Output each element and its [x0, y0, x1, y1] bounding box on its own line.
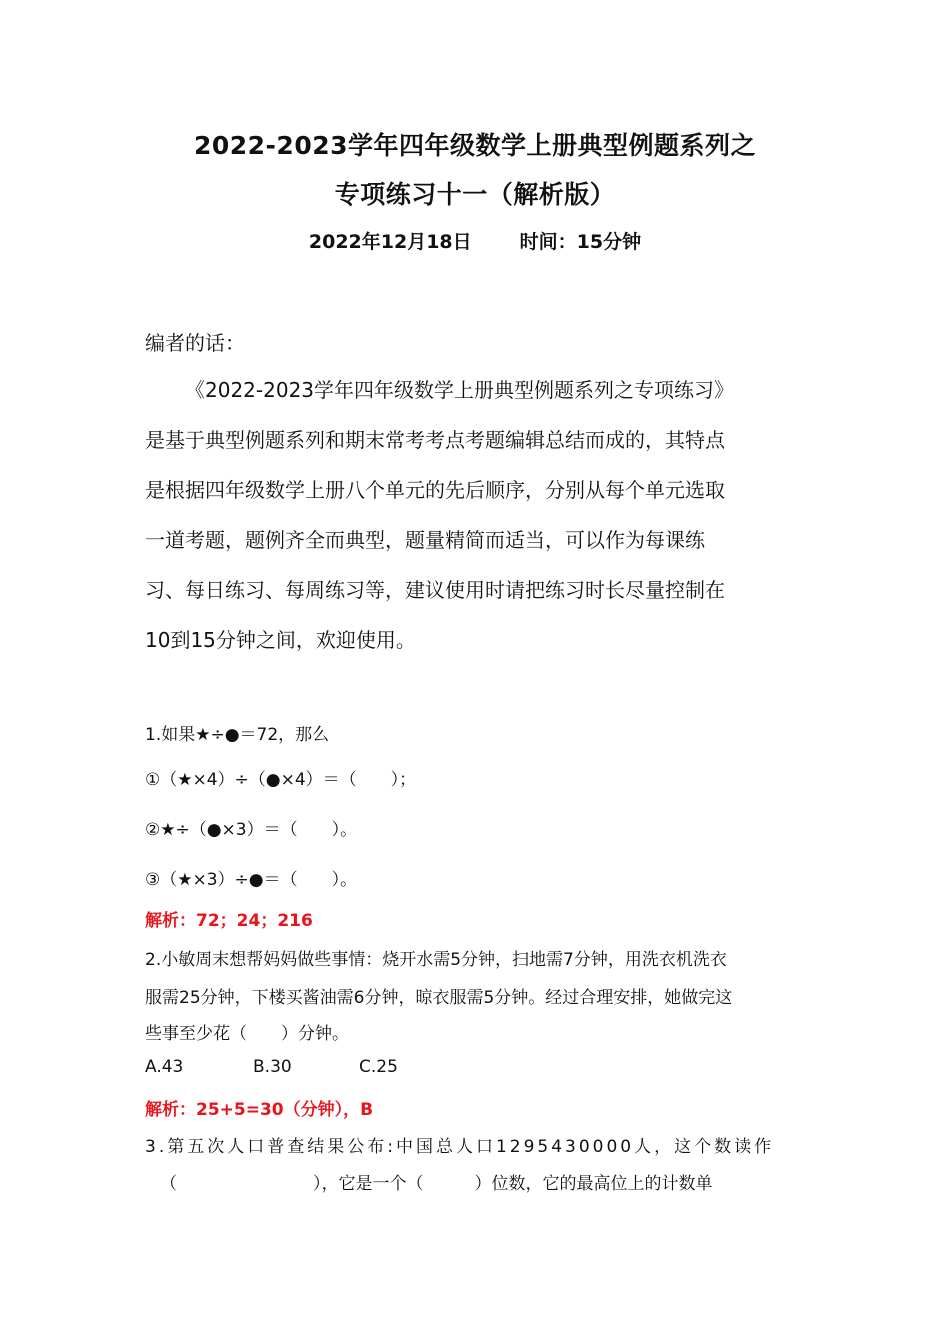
q1-stem: 1.如果★÷●＝72，那么 [145, 725, 330, 745]
intro-line: 一道考题，题例齐全而典型，题量精简而适当，可以作为每课练 [145, 528, 705, 552]
q1-sub-2: ②★÷（●×3）＝（ ）。 [145, 820, 358, 840]
intro-body [145, 365, 805, 665]
intro-line: 是根据四年级数学上册八个单元的先后顺序，分别从每个单元选取 [145, 478, 725, 502]
q2-line-2: 服需25分钟，下楼买酱油需6分钟，晾衣服需5分钟。经过合理安排，她做完这 [145, 988, 733, 1008]
doc-date: 2022年12月18日 [308, 231, 472, 253]
q2-option-a: A.43 [145, 1057, 184, 1077]
q1-sub-1: ①（★×4）÷（●×4）＝（ ）； [145, 770, 417, 790]
intro-line: 是基于典型例题系列和期末常考考点考题编辑总结而成的，其特点 [145, 428, 725, 452]
q2-option-b: B.30 [253, 1057, 292, 1077]
intro-heading: 编者的话： [145, 331, 245, 355]
doc-meta [0, 227, 950, 254]
doc-title-line-1: 2022-2023学年四年级数学上册典型例题系列之 [193, 131, 757, 160]
intro-line: 《2022-2023学年四年级数学上册典型例题系列之专项练习》 [185, 378, 735, 402]
q1-answer: 解析：72；24；216 [145, 911, 313, 931]
q1-sub-3: ③（★×3）÷●＝（ ）。 [145, 870, 358, 890]
q2-option-c: C.25 [359, 1057, 398, 1077]
doc-title-line-2: 专项练习十一（解析版） [334, 180, 616, 209]
q2-answer: 解析：25+5=30（分钟），B [145, 1100, 374, 1120]
intro-line: 习、每日练习、每周练习等，建议使用时请把练习时长尽量控制在 [145, 578, 725, 602]
q2-line-1: 2.小敏周末想帮妈妈做些事情：烧开水需5分钟，扫地需7分钟，用洗衣机洗衣 [145, 950, 727, 970]
q2-line-3: 些事至少花（ ）分钟。 [145, 1024, 349, 1044]
q3-line-1: 3.第五次人口普查结果公布:中国总人口1295430000人，这个数读作 [145, 1137, 775, 1157]
doc-time-limit: 时间：15分钟 [519, 231, 642, 253]
intro-line: 10到15分钟之间，欢迎使用。 [145, 628, 416, 652]
q2-options [145, 1057, 815, 1077]
q3-line-2: （ ），它是一个（ ）位数，它的最高位上的计数单 [160, 1174, 713, 1194]
